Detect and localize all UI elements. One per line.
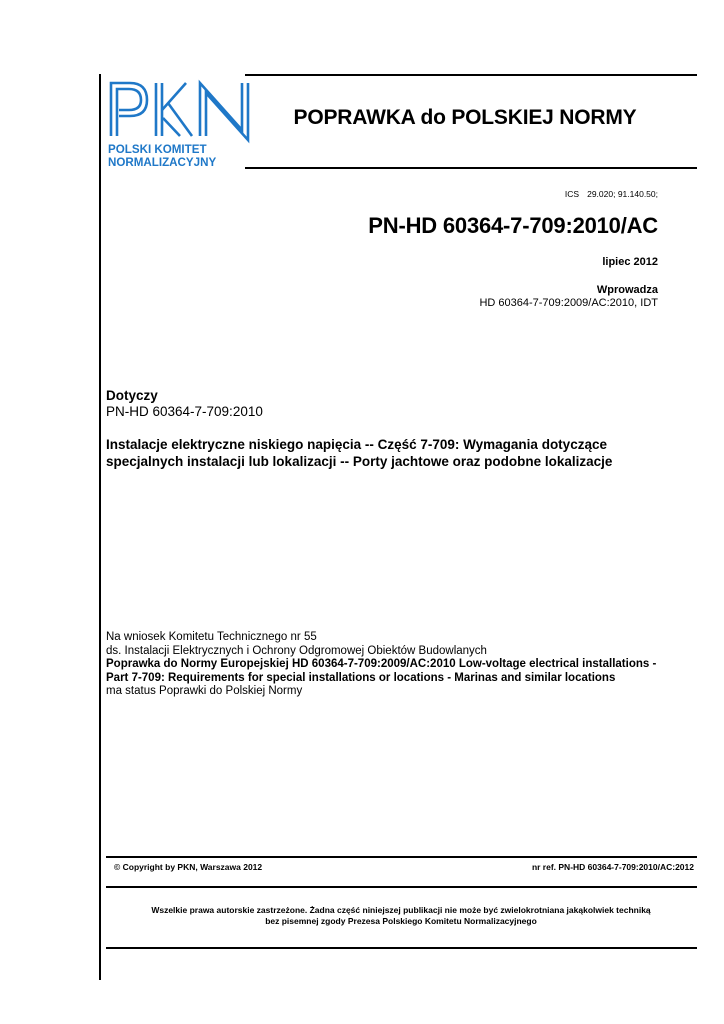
ics-label: ICS <box>564 189 580 199</box>
introduces-value: HD 60364-7-709:2009/AC:2010, IDT <box>479 297 658 309</box>
request-line-3: ma status Poprawki do Polskiej Normy <box>106 685 303 697</box>
ics-value: 29.020; 91.140.50; <box>587 189 658 199</box>
introduces-label: Wprowadza <box>596 284 658 296</box>
footer-top-rule <box>106 856 697 858</box>
rights-line-2: bez pisemnej zgody Prezesa Polskiego Komitetu Normalizacyjnego <box>265 916 537 926</box>
request-line-2: ds. Instalacji Elektrycznych i Ochrony Odgromowej Obiektów Budowlanych <box>106 644 487 657</box>
publication-date: lipiec 2012 <box>602 256 658 268</box>
standard-subject <box>106 436 696 470</box>
request-bold-line-2: Part 7-709: Requirements for special installations or locations - Marinas and similar locations <box>106 671 616 684</box>
footer-middle-rule <box>106 886 697 888</box>
subject-line-2: specjalnych instalacji lub lokalizacji -- Porty jachtowe oraz podobne lokalizacje <box>106 454 613 469</box>
logo-line2: NORMALIZACYJNY <box>108 156 217 169</box>
concerns-value: PN-HD 60364-7-709:2010 <box>106 404 263 419</box>
reference-number: nr ref. PN-HD 60364-7-709:2010/AC:2012 <box>531 862 694 872</box>
request-block <box>106 631 706 699</box>
document-title: POPRAWKA do POLSKIEJ NORMY <box>293 106 637 129</box>
standard-code: PN-HD 60364-7-709:2010/AC <box>368 213 658 238</box>
header-bottom-rule <box>245 167 697 169</box>
footer-bottom-rule <box>106 947 697 949</box>
pkn-logo-letters <box>111 83 248 140</box>
pkn-logo <box>106 78 262 170</box>
request-bold-line-1: Poprawka do Normy Europejskiej HD 60364-7-709:2009/AC:2010 Low-voltage electrical installations - <box>106 658 657 670</box>
logo-line1: POLSKI KOMITET <box>108 143 207 156</box>
top-rule <box>245 74 697 76</box>
copyright-text: © Copyright by PKN, Warszawa 2012 <box>114 862 263 872</box>
request-line-1: Na wniosek Komitetu Technicznego nr 55 <box>106 631 317 643</box>
rights-line-1: Wszelkie prawa autorskie zastrzeżone. Żadna część niniejszej publikacji nie może być zwielokrotniana jakąkolwiek techniką <box>151 905 651 915</box>
concerns-label: Dotyczy <box>106 388 158 403</box>
subject-line-1: Instalacje elektryczne niskiego napięcia -- Część 7-709: Wymagania dotyczące <box>106 437 607 452</box>
rights-notice <box>106 905 696 927</box>
ics-line <box>565 189 658 199</box>
pkn-logo-graphic <box>106 78 262 170</box>
left-vertical-rule <box>99 74 101 980</box>
